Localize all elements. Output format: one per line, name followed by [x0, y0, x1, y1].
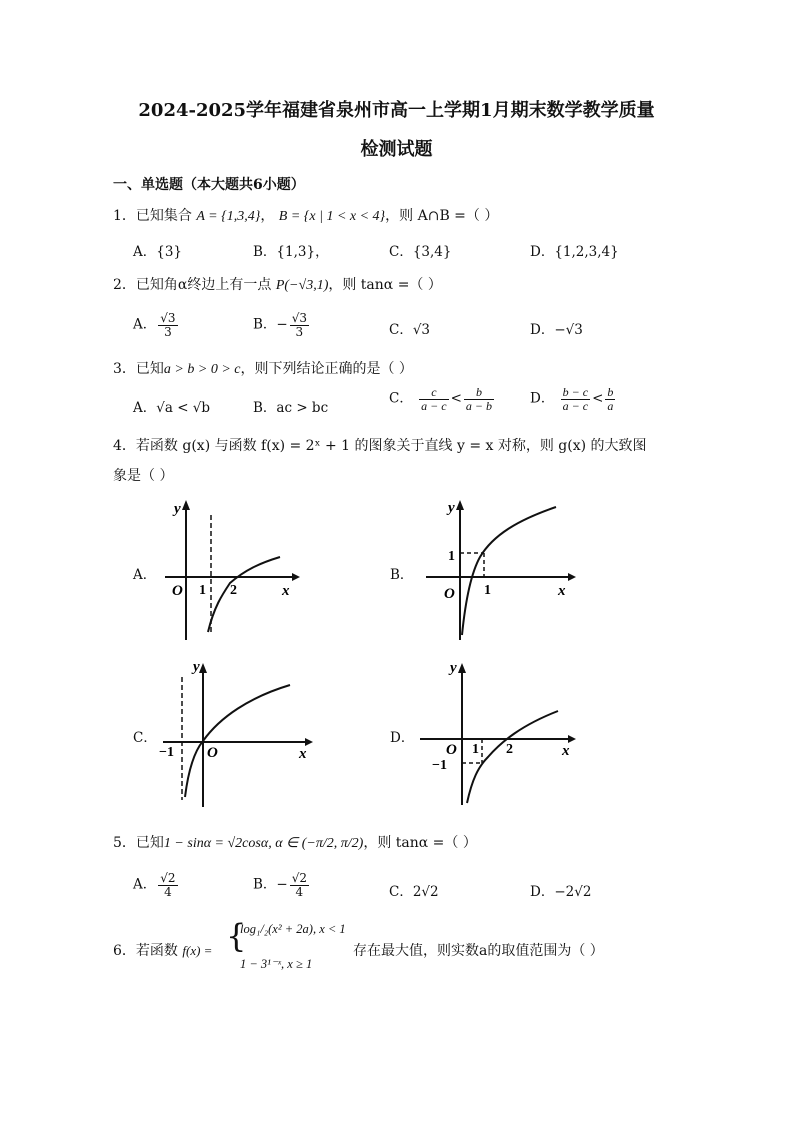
- q2-option-a-label: A．: [133, 316, 157, 333]
- q2-point: P(−√3,1): [275, 278, 329, 293]
- graph-c-y-label: y: [193, 659, 200, 675]
- q2-a-den: 3: [164, 324, 172, 339]
- graph-b-tick-x1: 1: [484, 583, 491, 598]
- q2-option-a-frac: [158, 312, 177, 338]
- q3-d-frac-1: $\frac{b - c}{a - c}$: [562, 385, 589, 413]
- graph-d-x-arrow: [568, 735, 576, 743]
- q3-cond: a > b > 0 > c: [163, 362, 241, 377]
- graph-a: [150, 495, 300, 650]
- question-2: [113, 274, 442, 294]
- q1-text-post: ，则 A∩B =（ ）: [385, 208, 499, 224]
- graph-a-y-label: y: [174, 501, 181, 517]
- graph-b-tick-y1: 1: [448, 549, 455, 564]
- graph-b-y-arrow: [456, 500, 464, 510]
- graph-a-x-label: x: [282, 583, 290, 599]
- q2-a-num: √3: [160, 311, 176, 325]
- q2-b-den: 3: [295, 324, 304, 339]
- graph-d-tick-1: 1: [472, 742, 479, 757]
- graph-b-origin: O: [444, 586, 455, 602]
- q2-option-d[interactable]: D．−√3: [530, 322, 583, 338]
- q1-mid: ，: [260, 208, 275, 224]
- graph-d-y-label: y: [450, 660, 457, 676]
- q3-text-post: ，则下列结论正确的是（ ）: [240, 361, 413, 377]
- q5-b-den: 4: [295, 884, 304, 899]
- q2-text-post: ，则 tanα =（ ）: [328, 277, 442, 293]
- graph-a-x-arrow: [292, 573, 300, 581]
- graph-b-y-label: y: [448, 500, 455, 516]
- q2-option-b-label: B．−: [253, 316, 288, 333]
- q3-d-frac-2: $\frac{b}{a}$: [607, 385, 614, 413]
- q6-piece-1: log₁/₂(x² + 2a), x < 1: [240, 922, 346, 936]
- q1-option-b[interactable]: B．{1,3}，: [253, 244, 329, 260]
- section-heading: 一、单选题（本大题共6小题）: [113, 177, 305, 193]
- graph-c-x-arrow: [305, 738, 313, 746]
- q2-option-a[interactable]: [133, 312, 180, 338]
- q5-option-d[interactable]: D．−2√2: [530, 884, 592, 900]
- graph-d-tick-neg1: −1: [432, 758, 447, 773]
- q2-option-c[interactable]: C．√3: [389, 322, 431, 338]
- graph-d-tick-2: 2: [506, 742, 513, 757]
- question-3: [113, 358, 413, 378]
- graph-d-y-arrow: [458, 663, 466, 673]
- question-1: [113, 205, 498, 225]
- q1-set-a: A = {1,3,4}: [196, 209, 261, 224]
- q4-option-c[interactable]: C．: [133, 730, 157, 746]
- graph-d-x-label: x: [562, 743, 570, 759]
- q1-option-a[interactable]: A．{3}: [133, 244, 183, 260]
- q4-option-a[interactable]: A．: [133, 567, 157, 583]
- graph-d-origin: O: [446, 742, 457, 758]
- q1-text-pre: 已知集合: [135, 208, 192, 224]
- graph-d-curve: [467, 711, 558, 803]
- graph-b-curve: [462, 507, 556, 635]
- graph-a-y-arrow: [182, 500, 190, 510]
- q5-a-den: 4: [164, 884, 172, 899]
- q5-option-b[interactable]: [253, 872, 311, 898]
- q2-text-pre: 已知角α终边上有一点: [135, 277, 272, 293]
- graph-b: [418, 495, 578, 650]
- q5-option-a[interactable]: [133, 872, 180, 898]
- q1-option-d[interactable]: D．{1,2,3,4}: [530, 244, 619, 260]
- q3-c-frac-2: $\frac{b}{a - b}$: [465, 385, 492, 413]
- q3-c-frac-1: $\frac{c}{a - c}$: [421, 385, 447, 413]
- q5-b-num: √2: [291, 871, 308, 885]
- graph-c: [155, 655, 315, 810]
- graph-a-origin: O: [172, 583, 183, 599]
- q4-option-b[interactable]: B．: [390, 567, 414, 583]
- graph-a-curve: [208, 557, 280, 632]
- q3-option-c[interactable]: C． $\frac{c}{a - c}$ < $\frac{b}{a - b}$: [389, 385, 492, 413]
- q6-brace: {: [226, 917, 247, 955]
- graph-c-y-arrow: [199, 663, 207, 673]
- question-5: [113, 832, 477, 852]
- q5-text-pre: 已知: [135, 835, 164, 851]
- q4-text: 若函数 g(x) 与函数 f(x) = 2ˣ + 1 的图象关于直线 y = x 对称，则 g(x) 的大致图: [135, 438, 647, 454]
- q3-option-a[interactable]: A．√a < √b: [133, 400, 211, 416]
- q1-set-b: B = {x | 1 < x < 4}: [278, 209, 386, 224]
- graph-b-x-label: x: [558, 583, 566, 599]
- question-6: [113, 940, 212, 960]
- q5-cond: 1 − sinα = √2cosα, α ∈ (−π/2, π/2): [163, 836, 364, 851]
- q5-number: 5．: [113, 835, 136, 851]
- q5-a-num: √2: [160, 871, 176, 885]
- q5-option-b-label: B．−: [253, 876, 288, 893]
- q3-option-d[interactable]: D． $\frac{b - c}{a - c}$ < $\frac{b}{a}$: [530, 385, 614, 413]
- q6-number: 6．: [113, 943, 136, 959]
- graph-a-tick-1: 1: [199, 583, 206, 598]
- q3-option-d-label: D．: [530, 390, 555, 407]
- q3-number: 3．: [113, 361, 136, 377]
- graph-b-x-arrow: [568, 573, 576, 581]
- title-line-2: 检测试题: [360, 139, 433, 160]
- q1-number: 1．: [113, 208, 136, 224]
- graph-d: [410, 655, 580, 810]
- graph-c-x-label: x: [299, 746, 307, 762]
- q5-text-post: ，则 tanα =（ ）: [363, 835, 477, 851]
- q5-b-frac: [290, 872, 309, 898]
- q2-number: 2．: [113, 277, 136, 293]
- graph-c-origin: O: [207, 745, 218, 761]
- q4-number: 4．: [113, 438, 136, 454]
- q2-b-num: √3: [291, 311, 308, 325]
- graph-a-tick-2: 2: [230, 583, 237, 598]
- question-4: [113, 435, 647, 455]
- q3-option-c-label: C．: [389, 390, 413, 407]
- q1-option-c[interactable]: C．{3,4}: [389, 244, 452, 260]
- q5-a-frac: [158, 872, 177, 898]
- q4-text-line-2: 象是（ ）: [113, 468, 174, 484]
- q6-fx: f(x) =: [182, 943, 213, 958]
- graph-c-tick-neg1: −1: [159, 745, 174, 760]
- q6-piece-2: 1 − 3¹⁻ˣ, x ≥ 1: [240, 957, 313, 971]
- q2-option-b-frac: [290, 312, 309, 338]
- q6-text-post: 存在最大值，则实数a的取值范围为（ ）: [353, 943, 604, 959]
- q4-option-d[interactable]: D．: [390, 730, 415, 746]
- q2-option-b[interactable]: [253, 312, 311, 338]
- title-line-1: 2024-2025学年福建省泉州市高一上学期1月期末数学教学质量: [138, 100, 655, 121]
- q5-option-a-label: A．: [133, 876, 157, 893]
- q5-option-c[interactable]: C．2√2: [389, 884, 439, 900]
- q3-option-b[interactable]: B．ac > bc: [253, 400, 329, 416]
- q3-text-pre: 已知: [135, 361, 164, 377]
- q6-text-pre: 若函数: [135, 943, 178, 959]
